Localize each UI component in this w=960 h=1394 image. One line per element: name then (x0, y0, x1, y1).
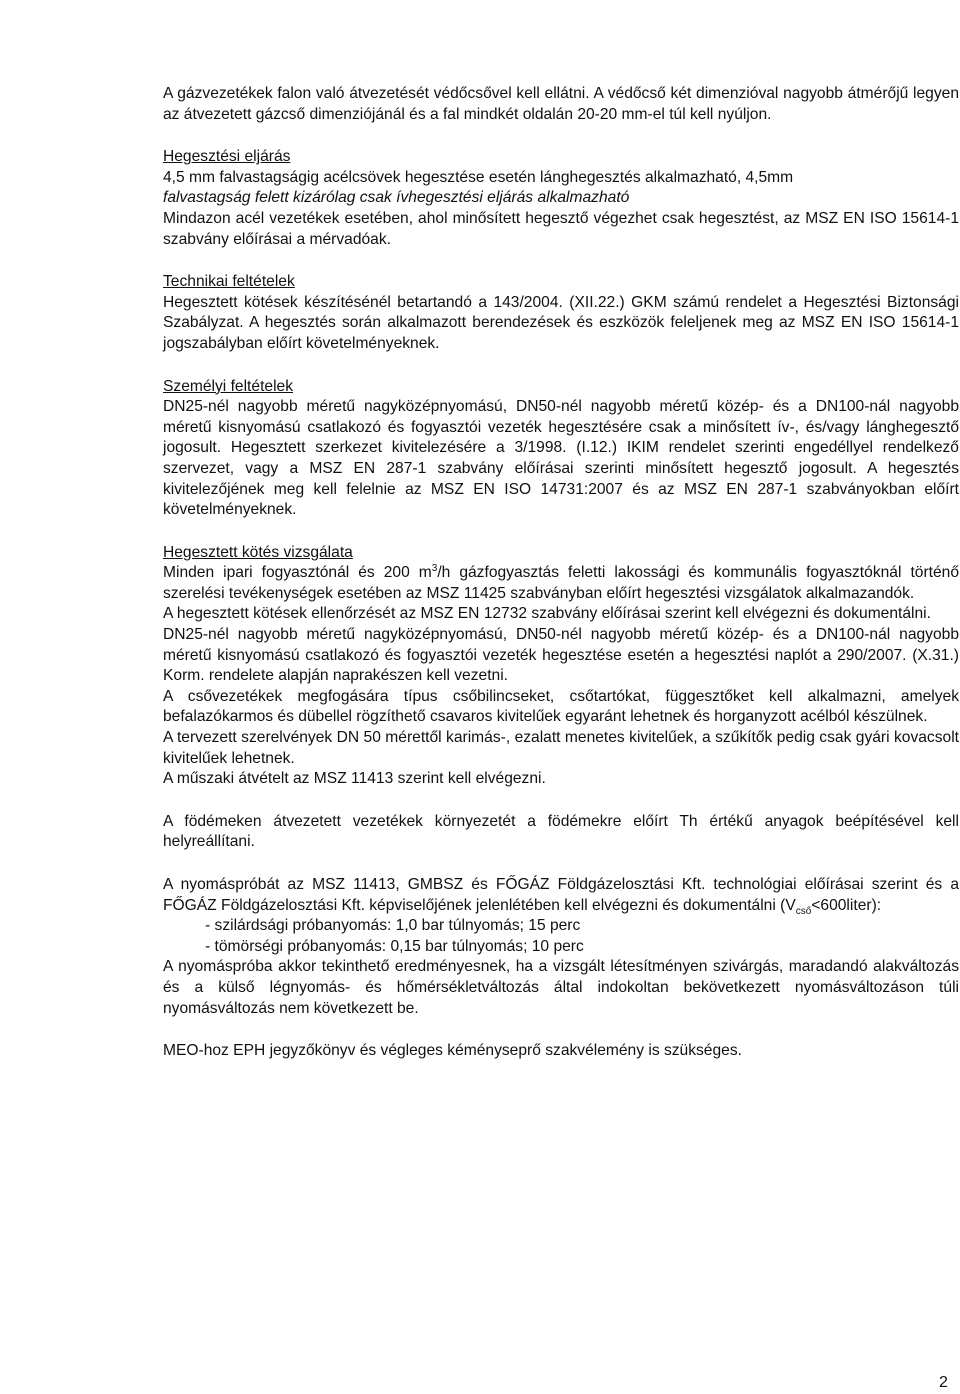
paragraph (163, 563, 959, 604)
paragraph: DN25-nél nagyobb méretű nagyközépnyomású, DN50-nél nagyobb méretű közép- és a DN100-nál nagyobb méretű kisnyomású csatlakozó és fogyasztói vezeték hegesztése esetén a hegesztési naplót a 290/2007. (X.31.) Korm. rendelete alapján naprakészen kell vezetni. (163, 626, 959, 685)
section-heading: Hegesztési eljárás (163, 148, 291, 166)
document-page (163, 84, 959, 1062)
paragraph: A tervezett szerelvények DN 50 mérettől karimás-, ezalatt menetes kivitelűek, a szűkítők pedig csak gyári kovacsolt kivitelűek lehetnek. (163, 729, 959, 767)
section-pressure-test (163, 875, 959, 1019)
subscript: cső (795, 905, 812, 917)
section-weld-inspection (163, 543, 959, 790)
section-heading: Hegesztett kötés vizsgálata (163, 543, 353, 561)
section-technical-conditions (163, 272, 959, 354)
paragraph: Hegesztett kötések készítésénél betartandó a 143/2004. (XII.22.) GKM számú rendelet a Hegesztési Biztonsági Szabályzat. A hegesztés során alkalmazott berendezések és eszközök feleljenek meg az MSZ EN ISO 15614-1 jogszabályban előírt követelményeknek. (163, 293, 959, 352)
section-floor (163, 812, 959, 853)
page-number: 2 (939, 1374, 948, 1391)
intro-paragraph: A gázvezetékek falon való átvezetését védőcsővel kell ellátni. A védőcső két dimenzióval nagyobb átmérőjű legyen az átvezetett gázcső dimenziójánál és a fal mindkét oldalán 20-20 mm-el túl kell nyúljon. (163, 85, 959, 123)
text-run: Minden ipari fogyasztónál és 200 m (163, 564, 432, 582)
section-welding-procedure (163, 147, 959, 250)
paragraph: MEO-hoz EPH jegyzőkönyv és végleges kéményseprő szakvélemény is szükséges. (163, 1042, 742, 1060)
section-closing (163, 1041, 959, 1062)
section-heading: Technikai feltételek (163, 273, 295, 291)
list-item: - tömörségi próbanyomás: 0,15 bar túlnyomás; 10 perc (205, 937, 584, 955)
paragraph (163, 875, 959, 916)
paragraph: A hegesztett kötések ellenőrzését az MSZ EN 12732 szabvány előírásai szerint kell elvégezni és dokumentálni. (163, 605, 931, 623)
paragraph: A nyomáspróba akkor tekinthető eredményesnek, ha a vizsgált létesítményen szivárgás, maradandó alakváltozás és a külső légnyomás- és hőmérsékletváltozás által indokoltan bekövetkezett nyomásváltozáson túli nyomásváltozás nem következett be. (163, 958, 959, 1017)
paragraph: A csővezetékek megfogására típus csőbilincseket, csőtartókat, függesztőket kell alkalmazni, amelyek befalazókarmos és dübellel rögzíthető csavaros kivitelűek egyaránt lehetnek és horganyzott acélból készülnek. (163, 687, 959, 726)
paragraph: A födémeken átvezetett vezetékek környezetét a födémekre előírt Th értékű anyagok beépítésével kell helyreállítani. (163, 812, 959, 851)
list-item: - szilárdsági próbanyomás: 1,0 bar túlnyomás; 15 perc (205, 917, 581, 935)
section-personal-conditions (163, 377, 959, 521)
superscript: 3 (431, 563, 438, 575)
paragraph: A műszaki átvételt az MSZ 11413 szerint kell elvégezni. (163, 770, 546, 788)
text-run: <600liter): (811, 896, 882, 914)
paragraph: DN25-nél nagyobb méretű nagyközépnyomású, DN50-nél nagyobb méretű közép- és a DN100-nál nagyobb méretű kisnyomású csatlakozó és fogyasztói vezeték hegesztésére csak a minősített ív-, és/vagy lánghegesztő jogosult. Hegesztett szerkezet kivitelezésére a 3/1998. (I.12.) IKIM rendelet szerinti engedéllyel rendelkező szervezet, vagy a MSZ EN 287-1 szabvány előírásai szerinti minősített hegesztő jogosult. A hegesztés kivitelezőjének meg kell felelnie az MSZ EN ISO 14731:2007 és az MSZ EN 287-1 szabványokban előírt követelményeknek. (163, 398, 959, 519)
paragraph: Mindazon acél vezetékek esetében, ahol minősített hegesztő végezhet csak hegesztést, az MSZ EN ISO 15614-1 szabvány előírásai a mérvadóak. (163, 209, 959, 248)
text-run: /h gázfogyasztás feletti lakossági és kommunális fogyasztóknál történő szerelési tevékenységek esetében az MSZ 11425 szabványban előírt hegesztési vizsgálatok alkalmazandók. (163, 564, 959, 602)
paragraph-line: 4,5 mm falvastagságig acélcsövek hegesztése esetén lánghegesztés alkalmazható, 4,5mm (163, 168, 794, 186)
section-heading: Személyi feltételek (163, 377, 294, 395)
paragraph-line-italic: falvastagság felett kizárólag csak ívhegesztési eljárás alkalmazható (163, 189, 630, 207)
text-run: A nyomáspróbát az MSZ 11413, GMBSZ és FŐGÁZ Földgázelosztási Kft. technológiai előírásai szerint és a FŐGÁZ Földgázelosztási Kft. képviselőjének jelenlétében kell elvégezni és dokumentálni (V (163, 876, 959, 914)
